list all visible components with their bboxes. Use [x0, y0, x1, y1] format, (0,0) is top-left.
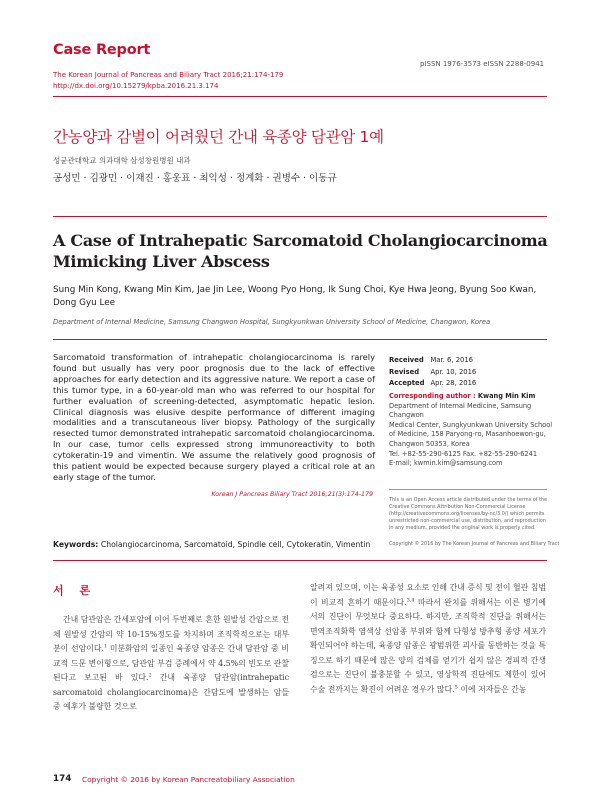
- abstract-text: Sarcomatoid transformation of intrahepatic cholangiocarcinoma is rarely found but usually has very poor prognosis due to the lack of effective approaches for early detection and its aggressive nature. We report a case of this tumor type, in a 60-year-old man who was referred to our hospital for further evaluation of screening-detected, asymptomatic hepatic lesion. Clinical diagnosis was elusive despite performance of different imaging modalities and a transcutaneous liver biopsy. Pathology of the surgically resected tumor demonstrated intrahepatic sarcomatoid cholangiocarcinoma. In our case, tumor cells expressed strong immunoreactivity to both cytokeratin-19 and vimentin. We assume the relatively good prognosis of this patient would be expected because surgery played a critical role at an early stage of the tumor.: [53, 352, 375, 482]
- body-text: 간내 담관암은 간세포암에 이어 두번째로 흔한 원발성 간암으로 전체 원발성 간암의 약 10-15%정도를 차지하며 조직학적으로는 대부분이 선암이다.: [53, 615, 289, 653]
- corresponding-address-line: of Medicine, 158 Paryong-ro, Masanhoewon-gu,: [389, 430, 546, 439]
- date-label: Received: [389, 356, 424, 364]
- page-number: 174: [53, 774, 72, 784]
- corresponding-address-line: Changwon 50353, Korea: [389, 439, 470, 448]
- body-column-right: [310, 581, 546, 697]
- body-column-left: [53, 613, 289, 715]
- article-dates: [389, 355, 482, 390]
- corresponding-address-line: Medical Center, Sungkyunkwan University School: [389, 420, 553, 429]
- date-row-revised: [389, 367, 482, 379]
- article-type-label: Case Report: [53, 42, 151, 58]
- corresponding-author: [389, 392, 559, 469]
- corresponding-email[interactable]: E-mail; kwmin.kim@samsung.com: [389, 459, 503, 468]
- reference-marker: 3,4: [406, 596, 415, 603]
- date-value: Apr. 28, 2016: [430, 379, 477, 387]
- keywords-text: Cholangiocarcinoma, Sarcomatoid, Spindle cell, Cytokeratin, Vimentin: [100, 540, 371, 549]
- english-authors: Sung Min Kong, Kwang Min Kim, Jae Jin Lee, Woong Pyo Hong, Ik Sung Choi, Kye Hwa Jeong, Byung Soo Kwan, Dong Gyu Lee: [53, 285, 537, 308]
- journal-citation-header: [53, 70, 283, 92]
- body-text: 미분화암의 일종인 육종양 암종은 간내 담관암 중 비교적 드문 변이형으로, 담관암 부검 증례에서 약 4.5%의 빈도로 관찰된다고 보고된 바 있다.: [53, 644, 289, 682]
- body-paragraph: [310, 581, 546, 697]
- section-heading-introduction: 서 론: [53, 584, 97, 597]
- body-paragraph: [53, 613, 289, 715]
- header-divider: [53, 96, 547, 97]
- reference-marker: 2: [148, 672, 152, 679]
- corresponding-address-line: Department of Internal Medicine, Samsung Changwon: [389, 401, 532, 420]
- korean-title: 간농양과 감별이 어려웠던 간내 육종양 담관암 1예: [53, 128, 384, 146]
- sidebar-divider: [389, 489, 547, 490]
- korean-affiliation: 성균관대학교 의과대학 삼성창원병원 내과: [53, 156, 191, 165]
- body-text: 알려져 있으며, 이는 육종성 요소로 인해 간내 증식 및 전이 혈관 침범이 비교적 흔하기 때문이다.: [310, 583, 546, 607]
- reference-marker: 1: [103, 643, 108, 650]
- corresponding-phone: Tel. +82-55-290-6125 Fax. +82-55-290-6241: [389, 449, 538, 458]
- body-text: 따라서 완치를 위해서는 이른 병기에서의 진단이 무엇보다 중요하다. 하지만, 조직학적 진단을 위해서는 면역조직화학 염색상 선암종 부위와 함께 다형성 방추형 종양 세포가 확인되어야 하는데, 육종양 암종은 광범위한 괴사를 동반하는 것을 특징으로 하기 때문에 많은 양의 검체를 얻기가 쉽지 않은 경피적 간생검으로는 진단이 불충분할 수 있고, 영상학적 진단에도 제한이 있어 수술 전까지는 확진이 어려운 경우가 많다.: [310, 597, 547, 694]
- english-title: A Case of Intrahepatic Sarcomatoid Cholangiocarcinoma Mimicking Liver Abscess: [53, 231, 548, 271]
- date-value: Apr. 10, 2016: [430, 367, 477, 376]
- license-text: This is an Open Access article distributed under the terms of the Creative Commons Attribution Non-Commercial License (http://creativecommons.org/licenses/by-nc/3.0/) which permits unrestricted non-commercial use, distribution, and reproduction in any medium, provided the original work is properly cited.: [389, 497, 548, 531]
- abstract-citation: Korean J Pancreas Biliary Tract 2016;21(3):174-179: [211, 491, 373, 498]
- date-row-accepted: [389, 378, 482, 390]
- keywords-label: Keywords:: [53, 540, 99, 549]
- corresponding-author-name: Kwang Min Kim: [477, 392, 536, 400]
- korean-authors: 공성민 · 김광민 · 이재진 · 홍웅표 · 최익성 · 정계화 · 권병수 · 이동규: [53, 173, 337, 184]
- reference-marker: 5: [454, 683, 458, 690]
- sidebar-copyright: Copyright © 2016 by The Korean Journal of Pancreas and Biliary Tract: [389, 541, 560, 547]
- english-affiliation: Department of Internal Medicine, Samsung Changwon Hospital, Sungkyunkwan University School of Medicine, Changwon, Korea: [53, 318, 491, 326]
- keywords-bottom-divider: [53, 560, 547, 561]
- date-label: Accepted: [389, 379, 425, 387]
- journal-line: The Korean Journal of Pancreas and Biliary Tract 2016;21:174-179: [53, 71, 284, 79]
- body-text: 간내 육종양 담관암(intrahepatic sarcomatoid cholangiocarcinoma)은 간담도에 발생하는 암들 중 예후가 불량한 것으로: [53, 673, 289, 711]
- date-value: Mar. 6, 2016: [430, 356, 473, 364]
- footer-copyright: Copyright © 2016 by Korean Pancreatobiliary Association: [82, 775, 295, 784]
- corresponding-author-heading: [389, 392, 559, 402]
- corresponding-author-label: Corresponding author :: [389, 392, 476, 400]
- body-text: 이에 저자들은 간농: [457, 684, 527, 694]
- date-label: Revised: [389, 367, 420, 376]
- issn-line: pISSN 1976-3573 eISSN 2288-0941: [420, 60, 545, 68]
- doi-link[interactable]: http://dx.doi.org/10.15279/kpba.2016.21.3.174: [53, 82, 219, 90]
- date-row-received: [389, 355, 482, 367]
- title-divider: [53, 216, 547, 217]
- keywords: [53, 540, 370, 549]
- abstract-top-divider: [53, 339, 547, 340]
